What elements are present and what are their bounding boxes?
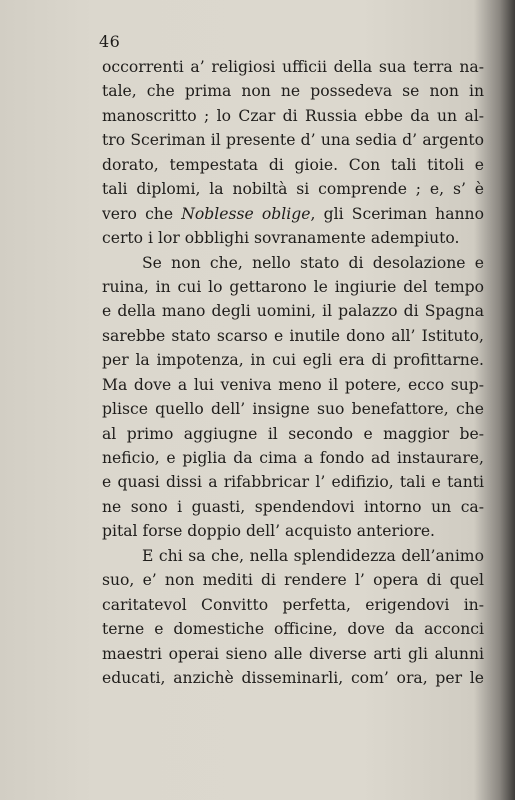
text-fragment: , gli Sceriman hanno [310,204,484,223]
text-line: maestri operai sieno alle diverse arti gli alunni [102,644,484,663]
text-line: caritatevol Convitto perfetta, erigendovi in- [102,595,484,614]
text-line: certo i lor obblighi sovranamente adempiuto. [102,229,460,248]
text-line: per la impotenza, in cui egli era di profittarne. [102,351,484,370]
text-line: tro Sceriman il presente d’ una sedia d’ argento [102,131,484,150]
text-fragment: vero che [102,204,182,223]
text-line: E chi sa che, nella splendidezza dell’animo [142,546,484,565]
text-line: occorrenti a’ religiosi ufficii della sua terra na- [102,58,484,76]
text-line: terne e domestiche officine, dove da acconci [102,620,484,639]
text-line: educati, anzichè disseminarli, com’ ora, per le [102,668,484,687]
text-line: dorato, tempestata di gioie. Con tali titoli e [102,155,484,174]
text-line: tale, che prima non ne possedeva se non in [102,82,484,101]
text-line: suo, e’ non mediti di rendere l’ opera di quel [102,571,484,590]
text-line: plisce quello dell’ insigne suo benefattore, che [102,400,484,419]
body-text [102,55,484,690]
text-line: al primo aggiugne il secondo e maggior be- [102,424,484,443]
text-line: ruina, in cui lo gettarono le ingiurie del tempo [102,277,484,296]
text-line: pital forse doppio dell’ acquisto anteriore. [102,522,436,541]
text-line: Ma dove a lui veniva meno il potere, ecco sup- [102,375,484,394]
text-line-italic [102,202,484,226]
page-number: 46 [99,32,121,51]
text-line: Se non che, nello stato di desolazione e [142,253,484,272]
text-line: neficio, e piglia da cima a fondo ad instaurare, [102,449,484,467]
italic-phrase: Noblesse oblige [181,204,311,223]
text-line: ne sono i guasti, spendendovi intorno un ca- [102,497,484,516]
text-line: sarebbe stato scarso e inutile dono all’ Istituto, [102,326,484,345]
text-line: tali diplomi, la nobiltà si comprende ; e, s’ è [102,180,484,199]
text-line: e quasi dissi a rifabbricar l’ edifizio, tali e tanti [102,473,484,492]
text-line: manoscritto ; lo Czar di Russia ebbe da un al- [102,106,484,125]
text-line: e della mano degli uomini, il palazzo di Spagna [102,302,484,321]
